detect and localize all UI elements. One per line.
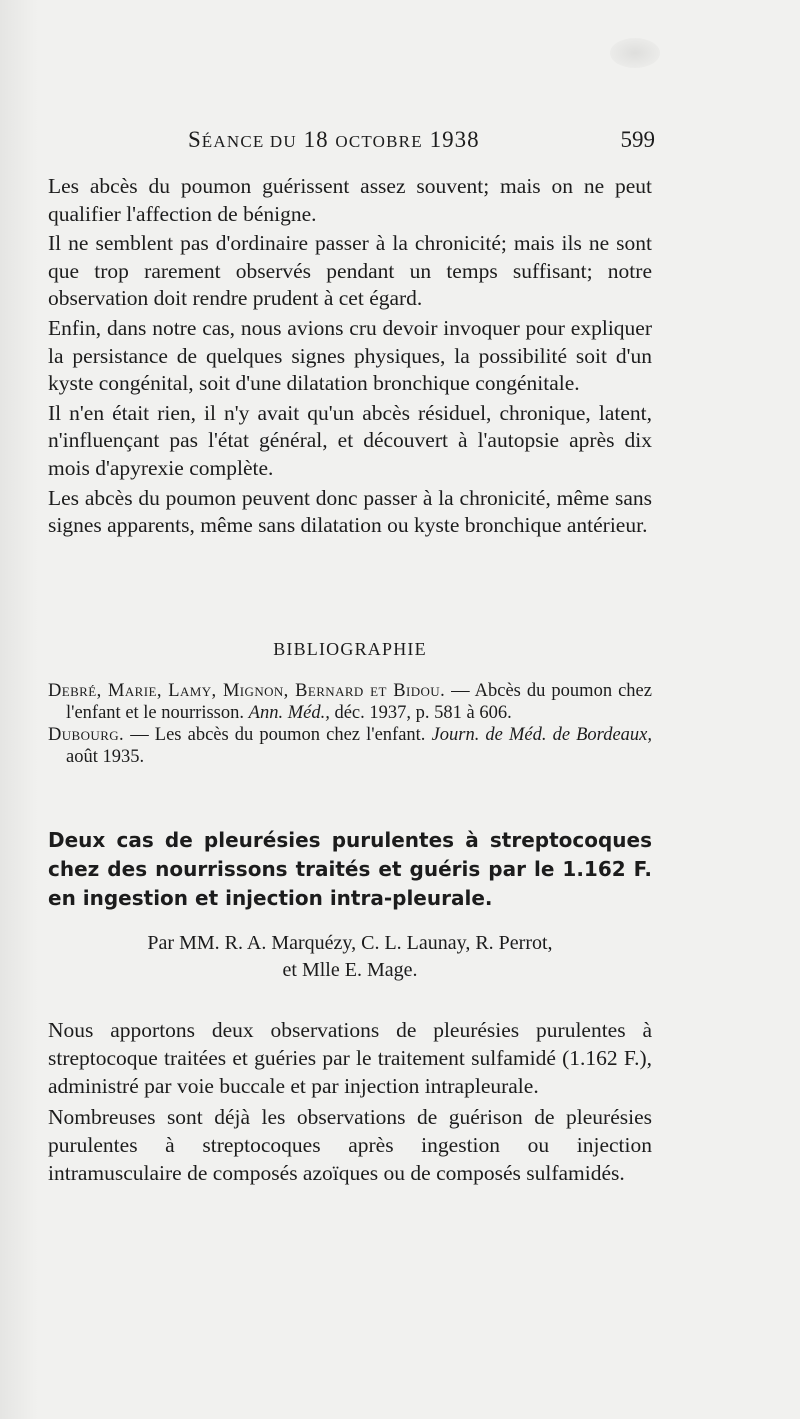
paragraph: Les abcès du poumon peuvent donc passer à la chronicité, même sans signes apparents, même sans dilatation ou kyste bronchique antérieur. [48,485,652,538]
entry-journal: Journ. de Méd. de Bordeaux, [431,725,652,745]
authors-line: et Mlle E. Mage. [282,959,418,981]
running-title-date: 18 [303,127,329,152]
paragraph: Nous apportons deux observations de pleurésies purulentes à streptocoque traitées et guéries par le traitement sulfamidé (1.162 F.), administré par voie buccale et par injection intrapleurale. [48,1018,652,1098]
running-title [188,123,480,159]
entry-rest: août 1935. [66,746,145,767]
paragraph: Il n'en était rien, il n'y avait qu'un abcès résiduel, chronique, latent, n'influençant pas l'état général, et découvert à l'autopsie après dix mois d'apyrexie complète. [48,400,652,480]
paragraph: Il ne semblent pas d'ordinaire passer à la chronicité; mais ils ne sont que trop rarement observés pendant un temps suffisant; notre observation doit rendre prudent à cet égard. [48,231,652,311]
authors-line: Par MM. R. A. Marquézy, C. L. Launay, R. Perrot, [147,932,553,954]
scan-smudge [610,38,660,68]
running-title-seance: ÉANCE DU [201,132,297,151]
entry-text: — Les abcès du poumon chez l'enfant. [124,725,432,745]
page-gutter-shadow [0,0,38,1419]
paragraph: Enfin, dans notre cas, nous avions cru devoir invoquer pour expliquer la persistance de quelques signes physiques, la possibilité soit d'un kyste congénital, soit d'une dilatation bronchique congénitale. [48,315,652,396]
paragraph: Les abcès du poumon guérissent assez souvent; mais on ne peut qualifier l'affection de bénigne. [48,174,652,226]
running-title-month: OCTOBRE [335,132,423,151]
running-title-year: 1938 [429,127,480,152]
article-title: Deux cas de pleurésies purulentes à streptocoques chez des nourrissons traités et guéris par le 1.162 F. en ingestion et injection intra-pleurale. [48,828,652,910]
entry-journal: Ann. Méd., [248,702,330,723]
bibliography-entry [48,725,652,768]
paragraph: Nombreuses sont déjà les observations de guérison de pleurésies purulentes à streptocoques après ingestion ou injection intramusculaire de composés azoïques ou de composés sulfamidés. [48,1105,652,1185]
bibliography-list [48,681,652,769]
article-body [48,1017,652,1192]
entry-text: — Abcès du poumon chez l'enfant et le nourrisson. [66,681,652,723]
bibliography-heading: BIBLIOGRAPHIE [273,639,427,659]
entry-authors: Debré, Marie, Lamy, Mignon, Bernard et Bidou. [48,681,446,701]
entry-authors: Dubourg. [48,725,125,745]
bibliography-entry [48,681,652,724]
running-title-prefix: S [188,127,202,152]
entry-rest: déc. 1937, p. 581 à 606. [329,702,512,723]
body-text [48,173,652,542]
article-authors [48,930,652,984]
running-head [180,123,655,157]
page-number: 599 [620,127,655,152]
